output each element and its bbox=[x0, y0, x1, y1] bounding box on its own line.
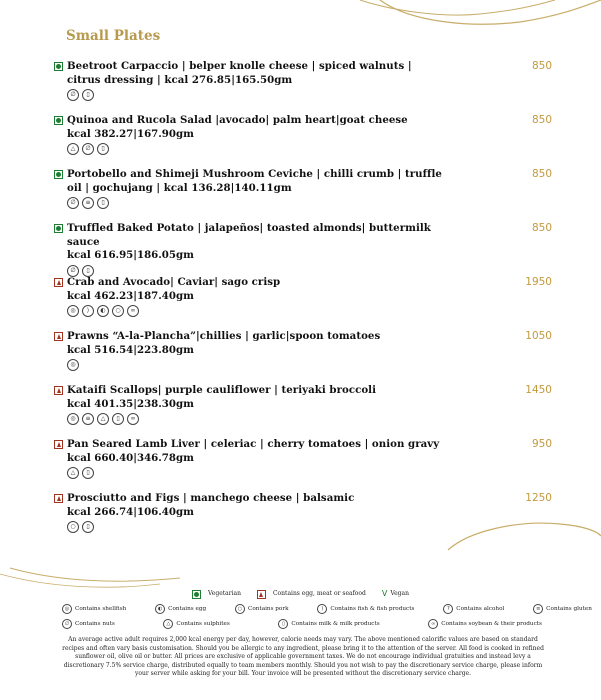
nonveg-icon bbox=[54, 386, 63, 395]
item-kcal: kcal 660.40|346.78gm bbox=[67, 451, 194, 464]
allergen-icons bbox=[54, 89, 564, 101]
section-title: Small Plates bbox=[66, 28, 161, 44]
nuts-icon: ∅ bbox=[82, 143, 94, 155]
item-name: Beetroot Carpaccio | belper knolle cheese | spiced walnuts | citrus dressing | kcal 276.85|165.50gm bbox=[67, 60, 412, 86]
item-name: Portobello and Shimeji Mushroom Ceviche | chilli crumb | truffle oil | gochujang | kcal 136.28|140.11gm bbox=[67, 168, 442, 194]
legend-shellfish: Contains shellfish bbox=[75, 606, 127, 612]
alcohol-icon: ? bbox=[443, 604, 453, 614]
milk-icon: ▯ bbox=[278, 619, 288, 629]
item-name: Prosciutto and Figs | manchego cheese | balsamic bbox=[67, 492, 355, 504]
legend-sulphites: Contains sulphites bbox=[176, 621, 230, 627]
disclaimer-text: An average active adult requires 2,000 kcal energy per day, however, calorie needs may vary. The above mentioned calorific values are based on standard recipes and often vary basis customisation. Should you be allergic to any ingredient, please bring it to the attention of the server. All food is cooked in refined sunflower oil, olive oil or butter. All prices are exclusive of applicable government taxes. We do not encourage individual gratuities and instead levy a discretionary 7.5% service charge, distributed equally to team members monthly. Should you not wish to pay the discretionary service charge, please inform your server while asking for your bill. Your invoice will be presented without the discretionary service charge. bbox=[62, 636, 544, 678]
item-name: Prawns “A-la-Plancha”|chillies | garlic|spoon tomatoes bbox=[67, 330, 381, 342]
item-price: 850 bbox=[531, 222, 552, 234]
vegetarian-icon bbox=[192, 590, 201, 599]
nuts-icon: ∅ bbox=[62, 619, 72, 629]
allergen-icons bbox=[54, 359, 564, 371]
milk-icon: ▯ bbox=[82, 89, 94, 101]
item-price: 850 bbox=[531, 60, 552, 72]
legend-gluten: Contains gluten bbox=[546, 606, 592, 612]
vegetarian-icon bbox=[54, 170, 63, 179]
legend-milk: Contains milk & milk products bbox=[291, 621, 380, 627]
pork-icon: ○ bbox=[112, 305, 124, 317]
legend-alcohol: Contains alcohol bbox=[456, 606, 505, 612]
allergen-icons bbox=[54, 413, 564, 425]
allergen-icons bbox=[54, 521, 564, 533]
menu-item bbox=[54, 114, 564, 155]
shellfish-icon: ◎ bbox=[67, 305, 79, 317]
milk-icon: ▯ bbox=[82, 521, 94, 533]
sulphites-icon: △ bbox=[67, 143, 79, 155]
legend-fish: Contains fish & fish products bbox=[330, 606, 415, 612]
legend-pork: Contains pork bbox=[247, 606, 289, 612]
top-swirl-decoration bbox=[0, 0, 601, 30]
nuts-icon: ∅ bbox=[67, 197, 79, 209]
vegetarian-icon bbox=[54, 116, 63, 125]
legend-vegan: Vegan bbox=[390, 590, 409, 597]
menu-item bbox=[54, 384, 564, 425]
item-price: 950 bbox=[531, 438, 552, 450]
item-price: 1450 bbox=[525, 384, 552, 396]
milk-icon: ▯ bbox=[82, 265, 94, 277]
vegetarian-icon bbox=[54, 62, 63, 71]
vegan-icon: V bbox=[381, 589, 388, 598]
milk-icon: ▯ bbox=[97, 197, 109, 209]
milk-icon: ▯ bbox=[82, 467, 94, 479]
allergen-icons bbox=[54, 197, 564, 209]
diet-legend bbox=[0, 588, 601, 599]
legend-egg: Contains egg bbox=[168, 606, 207, 612]
item-kcal: kcal 401.35|238.30gm bbox=[67, 397, 194, 410]
legend-vegetarian: Vegetarian bbox=[208, 590, 241, 597]
menu-item bbox=[54, 60, 564, 101]
item-price: 850 bbox=[531, 168, 552, 180]
egg-icon: ◐ bbox=[155, 604, 165, 614]
item-name: Crab and Avocado| Caviar| sago crisp bbox=[67, 276, 281, 288]
menu-item bbox=[54, 330, 564, 371]
item-name: Quinoa and Rucola Salad |avocado| palm heart|goat cheese bbox=[67, 114, 408, 126]
item-kcal: kcal 382.27|167.90gm bbox=[67, 127, 194, 140]
item-name: Truffled Baked Potato | jalapeños| toasted almonds| buttermilk sauce bbox=[67, 222, 431, 248]
menu-item bbox=[54, 276, 564, 317]
legend-nuts: Contains nuts bbox=[75, 621, 115, 627]
pork-icon: ○ bbox=[67, 521, 79, 533]
shellfish-icon: ◎ bbox=[62, 604, 72, 614]
menu-item bbox=[54, 222, 564, 277]
fish-icon: ⟩ bbox=[82, 305, 94, 317]
shellfish-icon: ◎ bbox=[67, 413, 79, 425]
item-kcal: kcal 516.54|223.80gm bbox=[67, 343, 194, 356]
fish-icon: ⟩ bbox=[317, 604, 327, 614]
milk-icon: ▯ bbox=[112, 413, 124, 425]
item-price: 1050 bbox=[525, 330, 552, 342]
item-price: 1950 bbox=[525, 276, 552, 288]
item-kcal: kcal 266.74|106.40gm bbox=[67, 505, 194, 518]
item-name: Kataifi Scallops| purple cauliflower | teriyaki broccoli bbox=[67, 384, 377, 396]
gluten-icon: ≡ bbox=[82, 197, 94, 209]
allergen-legend-row-1 bbox=[62, 604, 592, 614]
item-price: 850 bbox=[531, 114, 552, 126]
vegetarian-icon bbox=[54, 224, 63, 233]
item-kcal: kcal 462.23|187.40gm bbox=[67, 289, 194, 302]
nonveg-icon bbox=[54, 440, 63, 449]
item-name: Pan Seared Lamb Liver | celeriac | cherry tomatoes | onion gravy bbox=[67, 438, 440, 450]
egg-icon: ◐ bbox=[97, 305, 109, 317]
nonveg-icon bbox=[257, 590, 266, 599]
soybean-icon: ∞ bbox=[127, 413, 139, 425]
menu-item bbox=[54, 438, 564, 479]
allergen-icons bbox=[54, 467, 564, 479]
milk-icon: ▯ bbox=[97, 143, 109, 155]
sulphites-icon: △ bbox=[67, 467, 79, 479]
sulphites-icon: △ bbox=[97, 413, 109, 425]
allergen-icons bbox=[54, 305, 564, 317]
gluten-icon: ≡ bbox=[533, 604, 543, 614]
nonveg-icon bbox=[54, 278, 63, 287]
soybean-icon: ∞ bbox=[428, 619, 438, 629]
allergen-icons bbox=[54, 265, 564, 277]
legend-nonveg: Contains egg, meat or seafood bbox=[272, 590, 366, 597]
gluten-icon: ≡ bbox=[82, 413, 94, 425]
allergen-icons bbox=[54, 143, 564, 155]
item-kcal: kcal 616.95|186.05gm bbox=[67, 249, 194, 261]
item-price: 1250 bbox=[525, 492, 552, 504]
menu-item bbox=[54, 492, 564, 533]
soybean-icon: ∞ bbox=[127, 305, 139, 317]
nuts-icon: ∅ bbox=[67, 265, 79, 277]
nonveg-icon bbox=[54, 332, 63, 341]
nuts-icon: ∅ bbox=[67, 89, 79, 101]
nonveg-icon bbox=[54, 494, 63, 503]
allergen-legend-row-2 bbox=[62, 619, 542, 629]
sulphites-icon: △ bbox=[163, 619, 173, 629]
pork-icon: ○ bbox=[235, 604, 245, 614]
menu-item bbox=[54, 168, 564, 209]
legend-soybean: Contains soybean & their products bbox=[441, 621, 542, 627]
shellfish-icon: ◎ bbox=[67, 359, 79, 371]
